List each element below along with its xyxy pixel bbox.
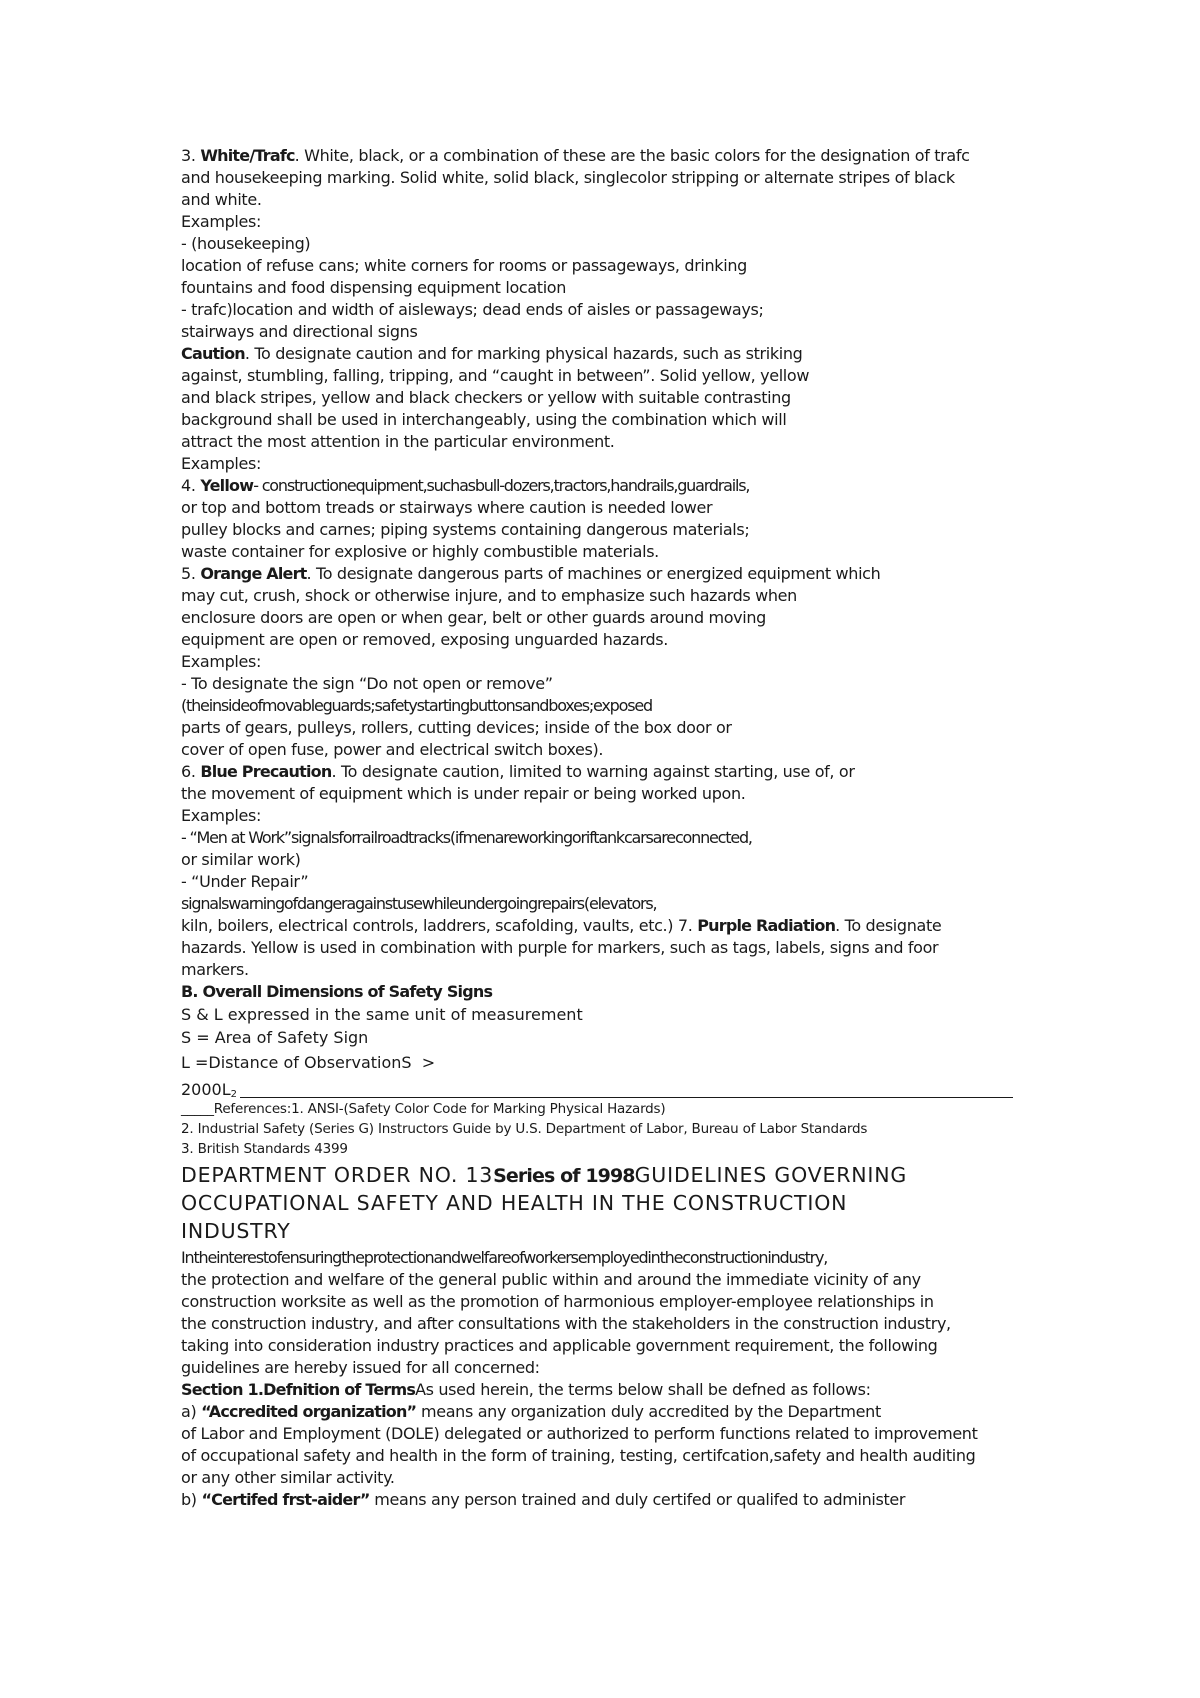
text-line: pulley blocks and carnes; piping systems containing dangerous materials; <box>181 520 750 539</box>
text-line: stairways and directional signs <box>181 322 418 341</box>
text-line: construction worksite as well as the promotion of harmonious employer-employee relationships in <box>181 1292 934 1311</box>
blue-title: Blue Precaution <box>200 762 332 781</box>
text-line: taking into consideration industry practices and applicable government requirement, the following <box>181 1336 938 1355</box>
item-number: 5. <box>181 564 201 583</box>
purple-title: Purple Radiation <box>697 916 836 935</box>
reference-line: 2. Industrial Safety (Series G) Instructors Guide by U.S. Department of Labor, Bureau of Labor Standards <box>181 1121 868 1137</box>
blue-text: . To designate caution, limited to warning against starting, use of, or <box>331 762 855 781</box>
white-traffic-title: White/Trafc <box>200 146 295 165</box>
example-item: - “Men at Work”signalsforrailroadtracks(ifmenareworkingoriftankcarsareconnected, <box>181 828 752 847</box>
item-number: 3. <box>181 146 201 165</box>
caution-text: . To designate caution and for marking physical hazards, such as striking <box>244 344 803 363</box>
orange-line <box>181 563 880 585</box>
text-line: hazards. Yellow is used in combination with purple for markers, such as tags, labels, signs and foor <box>181 938 939 957</box>
text-line: (theinsideofmovableguards;safetystartingbuttonsandboxes;exposed <box>181 696 652 715</box>
text-line: or similar work) <box>181 850 301 869</box>
definition-term: “Certifed frst-aider” <box>201 1490 370 1509</box>
section-1-line <box>181 1379 871 1401</box>
order-number: DEPARTMENT ORDER NO. 13 <box>181 1163 494 1187</box>
definition-text: means any organization duly accredited by the Department <box>416 1402 881 1421</box>
item-number: 4. <box>181 476 201 495</box>
white-traffic-text: . White, black, or a combination of these are the basic colors for the designation of trafc <box>294 146 970 165</box>
order-heading-line: INDUSTRY <box>181 1219 291 1243</box>
examples-label: Examples: <box>181 806 261 825</box>
orange-title: Orange Alert <box>200 564 307 583</box>
definition-term: “Accredited organization” <box>201 1402 417 1421</box>
examples-label: Examples: <box>181 652 261 671</box>
text-line: background shall be used in interchangeably, using the combination which will <box>181 410 787 429</box>
formula-text: 2000L <box>181 1080 231 1099</box>
text-line: waste container for explosive or highly combustible materials. <box>181 542 659 561</box>
examples-label: Examples: <box>181 212 261 231</box>
text-line: of Labor and Employment (DOLE) delegated or authorized to perform functions related to improvement <box>181 1424 978 1443</box>
text-line: or top and bottom treads or stairways where caution is needed lower <box>181 498 713 517</box>
white-traffic-line <box>181 145 970 167</box>
definition-a-line <box>181 1401 881 1423</box>
text-line: parts of gears, pulleys, rollers, cutting devices; inside of the box door or <box>181 718 732 737</box>
definition-text: means any person trained and duly certifed or qualifed to administer <box>369 1490 906 1509</box>
text-fragment: kiln, boilers, electrical controls, laddrers, scafolding, vaults, etc.) 7. <box>181 916 698 935</box>
text-line: equipment are open or removed, exposing unguarded hazards. <box>181 630 668 649</box>
text-line: signalswarningofdangeragainstusewhileundergoingrepairs(elevators, <box>181 894 657 913</box>
order-heading-line <box>181 1162 907 1190</box>
text-line: the protection and welfare of the general public within and around the immediate vicinity of any <box>181 1270 921 1289</box>
text-line: or any other similar activity. <box>181 1468 395 1487</box>
example-item: - To designate the sign “Do not open or remove” <box>181 674 553 693</box>
text-line: the construction industry, and after consultations with the stakeholders in the construction industry, <box>181 1314 951 1333</box>
section-text: As used herein, the terms below shall be defned as follows: <box>415 1380 871 1399</box>
item-letter: a) <box>181 1402 202 1421</box>
definition-b-line <box>181 1489 905 1511</box>
formula-subscript: 2 <box>230 1089 238 1100</box>
text-line: the movement of equipment which is under repair or being worked upon. <box>181 784 746 803</box>
orange-text: . To designate dangerous parts of machines or energized equipment which <box>306 564 881 583</box>
text-line: enclosure doors are open or when gear, belt or other guards around moving <box>181 608 766 627</box>
yellow-title: Yellow <box>200 476 254 495</box>
yellow-text: - constructionequipment,suchasbull-dozers,tractors,handrails,guardrails, <box>253 476 750 495</box>
order-heading-line: OCCUPATIONAL SAFETY AND HEALTH IN THE CONSTRUCTION <box>181 1191 848 1215</box>
item-number: 6. <box>181 762 201 781</box>
purple-line <box>181 915 941 937</box>
text-line: S = Area of Safety Sign <box>181 1028 369 1047</box>
text-line: fountains and food dispensing equipment location <box>181 278 567 297</box>
text-line: markers. <box>181 960 249 979</box>
text-line: cover of open fuse, power and electrical switch boxes). <box>181 740 604 759</box>
example-item: - “Under Repair” <box>181 872 309 891</box>
text-line: attract the most attention in the particular environment. <box>181 432 615 451</box>
order-title: GUIDELINES GOVERNING <box>634 1163 908 1187</box>
text-line: and white. <box>181 190 262 209</box>
text-line: location of refuse cans; white corners for rooms or passageways, drinking <box>181 256 747 275</box>
text-line: of occupational safety and health in the form of training, testing, certifcation,safety and health auditing <box>181 1446 976 1465</box>
reference-line: 3. British Standards 4399 <box>181 1141 348 1157</box>
text-line: may cut, crush, shock or otherwise injure, and to emphasize such hazards when <box>181 586 797 605</box>
horizontal-rule <box>240 1097 1013 1098</box>
example-item: - (housekeeping) <box>181 234 311 253</box>
examples-label: Examples: <box>181 454 261 473</box>
section-title: Section 1.Defnition of Terms <box>181 1380 416 1399</box>
blue-line <box>181 761 855 783</box>
reference-line: _____References:1. ANSI-(Safety Color Code for Marking Physical Hazards) <box>181 1101 666 1117</box>
yellow-line <box>181 475 749 497</box>
text-line: and housekeeping marking. Solid white, solid black, singlecolor stripping or alternate stripes of black <box>181 168 955 187</box>
item-letter: b) <box>181 1490 202 1509</box>
example-item: - trafc)location and width of aisleways; dead ends of aisles or passageways; <box>181 300 764 319</box>
order-series: Series of 1998 <box>493 1165 635 1187</box>
caution-line <box>181 343 802 365</box>
dimensions-heading: B. Overall Dimensions of Safety Signs <box>181 982 493 1001</box>
caution-title: Caution <box>181 344 245 363</box>
text-line: guidelines are hereby issued for all concerned: <box>181 1358 540 1377</box>
text-line: and black stripes, yellow and black checkers or yellow with suitable contrasting <box>181 388 791 407</box>
text-line: against, stumbling, falling, tripping, and “caught in between”. Solid yellow, yellow <box>181 366 810 385</box>
text-line: S & L expressed in the same unit of measurement <box>181 1005 583 1024</box>
purple-text: . To designate <box>835 916 942 935</box>
text-line: Intheinterestofensuringtheprotectionandwelfareofworkersemployedintheconstructionindustry, <box>181 1248 828 1267</box>
text-line: L =Distance of ObservationS > <box>181 1053 436 1072</box>
